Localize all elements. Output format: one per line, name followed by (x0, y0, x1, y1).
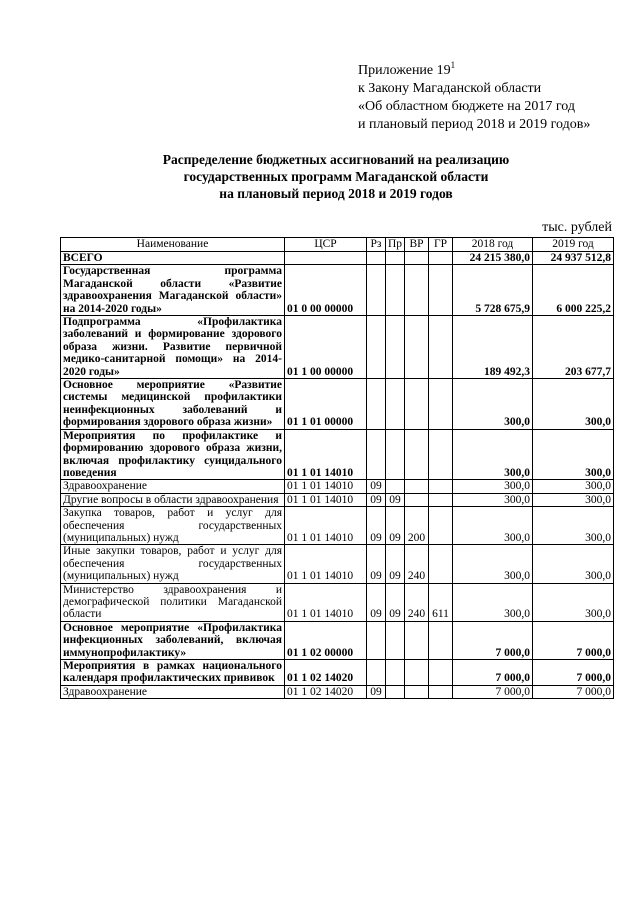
row-pr-cell (386, 685, 405, 698)
row-csr-cell: 01 1 01 14010 (285, 493, 367, 506)
table-row (61, 660, 614, 686)
row-gr-cell (429, 493, 453, 506)
table-row (61, 252, 614, 265)
row-csr-cell: 01 1 01 14010 (285, 429, 367, 480)
annex-line-2: к Закону Магаданской области (358, 81, 542, 96)
row-name-cell: Министерство здравоохранения и демографической политики Магаданской области (61, 583, 285, 621)
row-2019-cell: 24 937 512,8 (533, 252, 614, 265)
row-csr-cell: 01 1 02 14020 (285, 685, 367, 698)
row-vr-cell: 240 (405, 545, 429, 583)
table-row (61, 265, 614, 316)
row-pr-cell (386, 429, 405, 480)
row-rz-cell: 09 (367, 507, 386, 545)
row-2019-cell: 300,0 (533, 493, 614, 506)
row-gr-cell (429, 480, 453, 493)
row-csr-cell: 01 1 01 14010 (285, 583, 367, 621)
row-2019-cell: 6 000 225,2 (533, 265, 614, 316)
title-line-1: Распределение бюджетных ассигнований на реализацию (162, 152, 510, 167)
title-line-2: государственных программ Магаданской области (183, 169, 489, 184)
row-2018-cell: 7 000,0 (453, 685, 533, 698)
row-vr-cell (405, 429, 429, 480)
table-row (61, 507, 614, 545)
row-name-cell: Государственная программа Магаданской области «Развитие здравоохранения Магаданской области» на 2014-2020 годы» (61, 265, 285, 316)
row-rz-cell (367, 660, 386, 686)
row-gr-cell (429, 265, 453, 316)
row-pr-cell (386, 316, 405, 379)
table-row (61, 685, 614, 698)
row-2018-cell: 24 215 380,0 (453, 252, 533, 265)
header-2018: 2018 год (453, 238, 533, 252)
annex-superscript: 1 (450, 60, 456, 70)
row-2018-cell: 189 492,3 (453, 316, 533, 379)
row-gr-cell: 611 (429, 583, 453, 621)
row-rz-cell: 09 (367, 583, 386, 621)
row-vr-cell (405, 379, 429, 430)
row-csr-cell: 01 1 01 14010 (285, 480, 367, 493)
row-2018-cell: 5 728 675,9 (453, 265, 533, 316)
table-header-row (61, 238, 614, 252)
row-2018-cell: 300,0 (453, 480, 533, 493)
row-rz-cell: 09 (367, 493, 386, 506)
row-pr-cell (386, 660, 405, 686)
row-2019-cell: 300,0 (533, 429, 614, 480)
header-rz: Рз (367, 238, 386, 252)
annex-line-4: и плановый период 2018 и 2019 годов» (358, 117, 591, 132)
row-gr-cell (429, 252, 453, 265)
table-row (61, 545, 614, 583)
header-2019: 2019 год (533, 238, 614, 252)
budget-table (60, 237, 614, 699)
row-csr-cell: 01 1 01 00000 (285, 379, 367, 430)
row-2018-cell: 300,0 (453, 493, 533, 506)
row-vr-cell (405, 660, 429, 686)
row-pr-cell (386, 480, 405, 493)
row-pr-cell: 09 (386, 545, 405, 583)
row-name-cell: Подпрограмма «Профилактика заболеваний и формирование здорового образа жизни. Развитие первичной медико-санитарной помощи» на 2014-2020 годы» (61, 316, 285, 379)
row-vr-cell: 240 (405, 583, 429, 621)
row-gr-cell (429, 621, 453, 659)
row-2018-cell: 7 000,0 (453, 660, 533, 686)
row-2019-cell: 300,0 (533, 583, 614, 621)
row-rz-cell (367, 252, 386, 265)
row-pr-cell (386, 252, 405, 265)
units-label: тыс. рублей (542, 220, 612, 235)
table-row (61, 316, 614, 379)
row-vr-cell: 200 (405, 507, 429, 545)
row-2019-cell: 300,0 (533, 480, 614, 493)
row-csr-cell: 01 0 00 00000 (285, 265, 367, 316)
row-pr-cell: 09 (386, 507, 405, 545)
row-name-cell: Здравоохранение (61, 685, 285, 698)
table-row (61, 621, 614, 659)
row-name-cell: Иные закупки товаров, работ и услуг для обеспечения государственных (муниципальных) нужд (61, 545, 285, 583)
row-pr-cell: 09 (386, 583, 405, 621)
header-name: Наименование (61, 238, 285, 252)
budget-table-body (61, 238, 614, 699)
row-gr-cell (429, 316, 453, 379)
annex-number: Приложение 19 (358, 63, 451, 78)
row-name-cell: ВСЕГО (61, 252, 285, 265)
row-2019-cell: 300,0 (533, 379, 614, 430)
row-vr-cell (405, 252, 429, 265)
table-row (61, 429, 614, 480)
row-2019-cell: 300,0 (533, 545, 614, 583)
row-vr-cell (405, 621, 429, 659)
table-row (61, 379, 614, 430)
annex-line-3: «Об областном бюджете на 2017 год (358, 99, 575, 114)
header-gr: ГР (429, 238, 453, 252)
row-vr-cell (405, 685, 429, 698)
row-csr-cell: 01 1 01 14010 (285, 507, 367, 545)
row-pr-cell: 09 (386, 493, 405, 506)
row-gr-cell (429, 429, 453, 480)
row-2018-cell: 300,0 (453, 545, 533, 583)
row-csr-cell: 01 1 01 14010 (285, 545, 367, 583)
row-pr-cell (386, 621, 405, 659)
row-name-cell: Мероприятия в рамках национального календаря профилактических прививок (61, 660, 285, 686)
row-pr-cell (386, 265, 405, 316)
annex-line-1 (358, 62, 590, 80)
row-gr-cell (429, 379, 453, 430)
row-csr-cell: 01 1 02 00000 (285, 621, 367, 659)
row-rz-cell: 09 (367, 545, 386, 583)
header-pr: Пр (386, 238, 405, 252)
table-row (61, 493, 614, 506)
row-2018-cell: 300,0 (453, 583, 533, 621)
table-row (61, 480, 614, 493)
row-rz-cell (367, 379, 386, 430)
row-rz-cell (367, 621, 386, 659)
row-2018-cell: 300,0 (453, 379, 533, 430)
row-2019-cell: 7 000,0 (533, 660, 614, 686)
row-rz-cell (367, 429, 386, 480)
row-name-cell: Здравоохранение (61, 480, 285, 493)
annex-reference (358, 62, 590, 134)
document-title (60, 151, 612, 202)
row-2019-cell: 300,0 (533, 507, 614, 545)
row-2018-cell: 7 000,0 (453, 621, 533, 659)
title-line-3: на плановый период 2018 и 2019 годов (219, 186, 453, 201)
row-name-cell: Другие вопросы в области здравоохранения (61, 493, 285, 506)
row-gr-cell (429, 660, 453, 686)
row-name-cell: Основное мероприятие «Профилактика инфекционных заболеваний, включая иммунопрофилактику» (61, 621, 285, 659)
row-vr-cell (405, 480, 429, 493)
row-gr-cell (429, 545, 453, 583)
row-name-cell: Основное мероприятие «Развитие системы медицинской профилактики неинфекционных заболеваний и формирования здорового образа жизни» (61, 379, 285, 430)
row-name-cell: Закупка товаров, работ и услуг для обеспечения государственных (муниципальных) нужд (61, 507, 285, 545)
row-rz-cell: 09 (367, 685, 386, 698)
row-rz-cell (367, 316, 386, 379)
row-rz-cell: 09 (367, 480, 386, 493)
row-2019-cell: 203 677,7 (533, 316, 614, 379)
row-2018-cell: 300,0 (453, 429, 533, 480)
row-2019-cell: 7 000,0 (533, 621, 614, 659)
row-gr-cell (429, 507, 453, 545)
header-vr: ВР (405, 238, 429, 252)
header-csr: ЦСР (285, 238, 367, 252)
row-csr-cell: 01 1 00 00000 (285, 316, 367, 379)
row-vr-cell (405, 316, 429, 379)
row-csr-cell (285, 252, 367, 265)
table-row (61, 583, 614, 621)
row-gr-cell (429, 685, 453, 698)
row-vr-cell (405, 493, 429, 506)
row-pr-cell (386, 379, 405, 430)
row-csr-cell: 01 1 02 14020 (285, 660, 367, 686)
row-rz-cell (367, 265, 386, 316)
row-2018-cell: 300,0 (453, 507, 533, 545)
row-2019-cell: 7 000,0 (533, 685, 614, 698)
row-name-cell: Мероприятия по профилактике и формированию здорового образа жизни, включая профилактику суицидального поведения (61, 429, 285, 480)
row-vr-cell (405, 265, 429, 316)
